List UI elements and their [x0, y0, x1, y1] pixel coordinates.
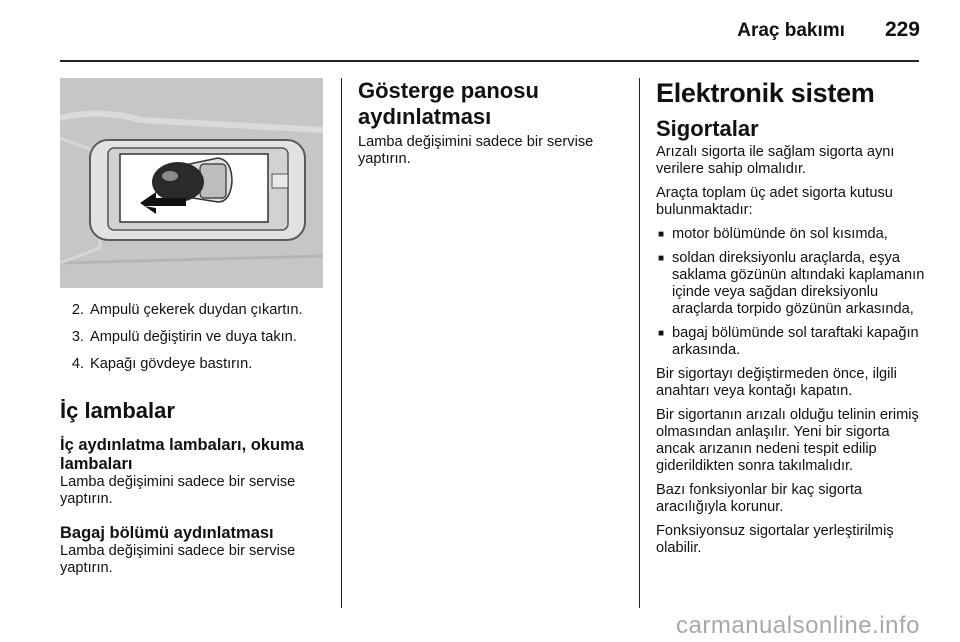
trunk-light-text: Lamba değişimini sadece bir servise yaptırın. [60, 543, 296, 576]
left-column [60, 78, 330, 577]
step-text: Ampulü çekerek duydan çıkartın. [90, 302, 303, 318]
right-column [656, 78, 926, 557]
bulb-replacement-illustration [60, 78, 323, 288]
bullet-square-icon: ■ [658, 328, 665, 339]
reading-lights-text: Lamba değişimini sadece bir servise yaptırın. [60, 474, 296, 507]
watermark: carmanualsonline.info [676, 612, 920, 639]
step-number: 3. [71, 329, 84, 345]
fuse-paragraph-3: Bir sigortayı değiştirmeden önce, ilgili anahtarı veya kontağı kapatın. [656, 366, 897, 399]
list-item-text: motor bölümünde ön sol kısımda, [672, 226, 888, 242]
list-item [60, 356, 330, 373]
list-item [656, 226, 926, 243]
instrument-panel-heading: Gösterge panosu aydınlatması [358, 78, 539, 129]
fuse-paragraph-4: Bir sigortanın arızalı olduğu telinin erimiş olmasından anlaşılır. Yeni bir sigorta ancak arızanın nedeni tespit edilip giderildikten sonra takılmalıdır. [656, 407, 919, 474]
page-header [60, 18, 920, 42]
column-divider-1 [341, 78, 342, 608]
bullet-square-icon: ■ [658, 229, 665, 240]
fuse-box-list [656, 226, 926, 359]
list-item [60, 329, 330, 346]
list-item-text: soldan direksiyonlu araçlarda, eşya saklama gözünün altındaki kaplamanın içinde veya sağdan direksiyonlu araçlarda torpido gözünün arkasında, [672, 250, 925, 317]
fuses-heading: Sigortalar [656, 116, 759, 141]
trunk-light-heading: Bagaj bölümü aydınlatması [60, 524, 274, 542]
bulb-socket-icon [60, 78, 323, 288]
fuse-paragraph-5: Bazı fonksiyonlar bir kaç sigorta aracılığıyla korunur. [656, 482, 863, 515]
list-item-text: bagaj bölümünde sol taraftaki kapağın arkasında. [672, 325, 919, 358]
fuse-paragraph-6: Fonksiyonsuz sigortalar yerleştirilmiş olabilir. [656, 523, 894, 556]
reading-lights-heading: İç aydınlatma lambaları, okuma lambaları [60, 436, 304, 473]
list-item [656, 325, 926, 359]
middle-column [358, 78, 630, 168]
list-item [60, 302, 330, 319]
list-item [656, 250, 926, 318]
header-rule [60, 60, 919, 62]
step-number: 2. [71, 302, 84, 318]
fuse-paragraph-1: Arızalı sigorta ile sağlam sigorta aynı verilere sahip olmalıdır. [656, 144, 895, 177]
electronics-heading: Elektronik sistem [656, 78, 875, 108]
fuse-paragraph-2: Araçta toplam üç adet sigorta kutusu bulunmaktadır: [656, 185, 893, 218]
instrument-panel-text: Lamba değişimini sadece bir servise yaptırın. [358, 134, 594, 167]
interior-lights-heading: İç lambalar [60, 398, 175, 423]
column-divider-2 [639, 78, 640, 608]
step-text: Kapağı gövdeye bastırın. [90, 356, 253, 372]
step-number: 4. [71, 356, 84, 372]
steps-list [60, 302, 330, 373]
step-text: Ampulü değiştirin ve duya takın. [90, 329, 297, 345]
bullet-square-icon: ■ [658, 253, 665, 264]
page-number: 229 [884, 18, 920, 41]
section-title: Araç bakımı [737, 20, 845, 41]
